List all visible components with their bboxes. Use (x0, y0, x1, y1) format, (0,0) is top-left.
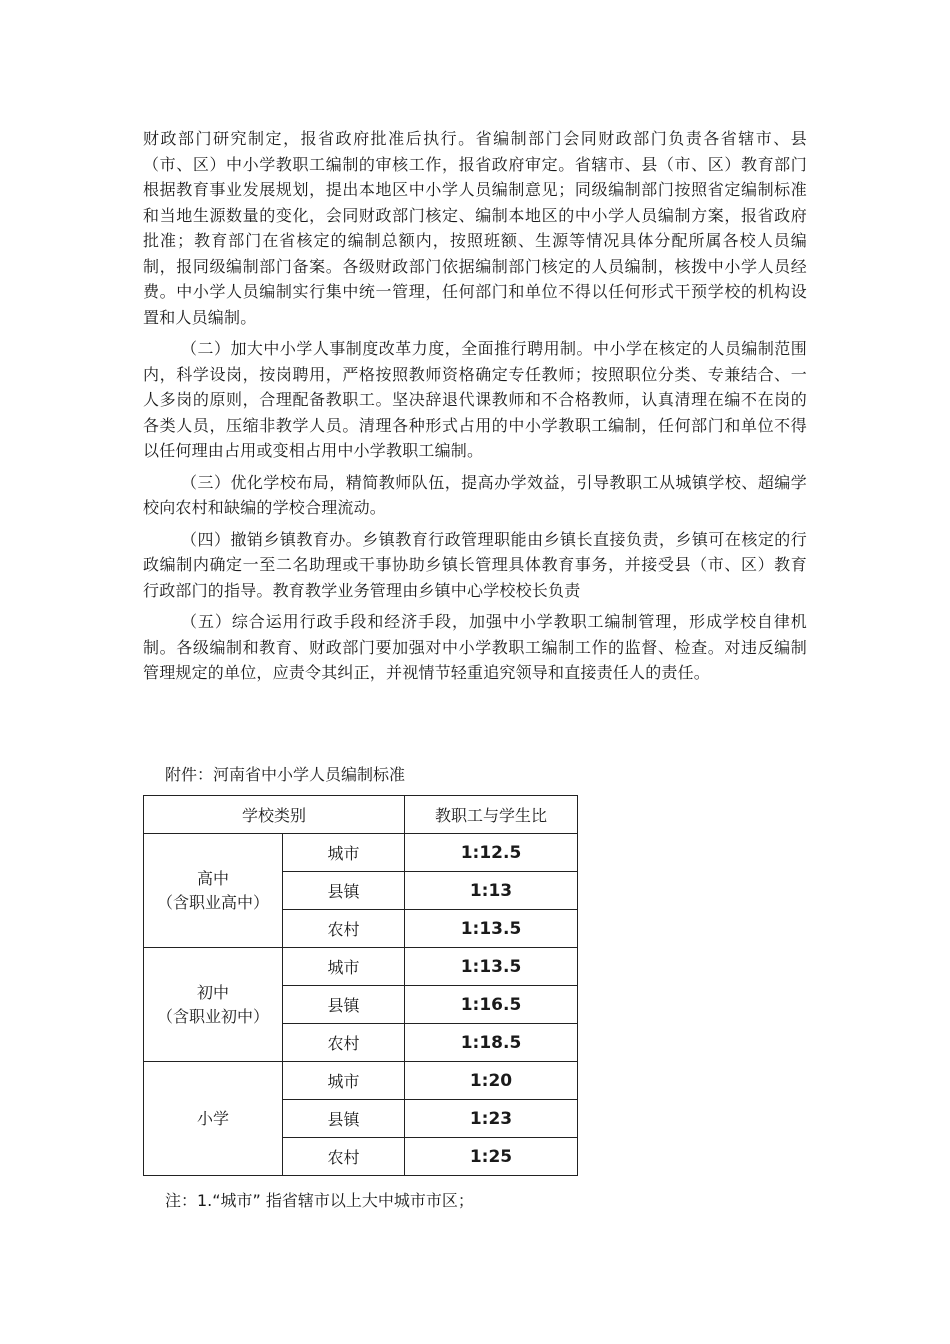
ratio-cell: 1:13.5 (405, 948, 578, 986)
ratio-cell: 1:13.5 (405, 910, 578, 948)
paragraph-5: （五）综合运用行政手段和经济手段，加强中小学教职工编制管理，形成学校自律机制。各级编制和教育、财政部门要加强对中小学教职工编制工作的监督、检查。对违反编制管理规定的单位，应责令其纠正，并视情节轻重追究领导和直接责任人的责任。 (143, 612, 807, 682)
table-row (144, 1062, 578, 1100)
category-primary-school (144, 1062, 283, 1176)
table-row (144, 834, 578, 872)
category-subname: （含职业高中） (156, 892, 269, 912)
header-staff-student-ratio: 教职工与学生比 (405, 796, 578, 834)
document-body (143, 126, 807, 692)
category-name: 高中 (196, 868, 229, 888)
area-cell: 县镇 (283, 1100, 405, 1138)
table-note: 注：1.“城市” 指省辖市以上大中城市市区； (165, 1191, 474, 1210)
area-cell: 县镇 (283, 986, 405, 1024)
attachment-title: 附件：河南省中小学人员编制标准 (165, 765, 406, 784)
area-cell: 农村 (283, 1138, 405, 1176)
category-name: 小学 (196, 1108, 229, 1128)
category-subname: （含职业初中） (156, 1006, 269, 1026)
header-school-category: 学校类别 (144, 796, 405, 834)
category-middle-school (144, 948, 283, 1062)
area-cell: 农村 (283, 1024, 405, 1062)
area-cell: 城市 (283, 834, 405, 872)
category-high-school (144, 834, 283, 948)
ratio-cell: 1:20 (405, 1062, 578, 1100)
table-header-row (144, 796, 578, 834)
table-row (144, 948, 578, 986)
ratio-cell: 1:16.5 (405, 986, 578, 1024)
paragraph-4: （四）撤销乡镇教育办。乡镇教育行政管理职能由乡镇长直接负责，乡镇可在核定的行政编制内确定一至二名助理或干事协助乡镇长管理具体教育事务，并接受县（市、区）教育行政部门的指导。教育教学业务管理由乡镇中心学校校长负责 (143, 529, 807, 600)
ratio-cell: 1:12.5 (405, 834, 578, 872)
paragraph-1: 财政部门研究制定，报省政府批准后执行。省编制部门会同财政部门负责各省辖市、县（市、区）中小学教职工编制的审核工作，报省政府审定。省辖市、县（市、区）教育部门根据教育事业发展规划，提出本地区中小学人员编制意见；同级编制部门按照省定编制标准和当地生源数量的变化，会同财政部门核定、编制本地区的中小学人员编制方案，报省政府批准；教育部门在省核定的编制总额内，按照班额、生源等情况具体分配所属各校人员编制，报同级编制部门备案。各级财政部门依据编制部门核定的人员编制，核拨中小学人员经费。中小学人员编制实行集中统一管理，任何部门和单位不得以任何形式干预学校的机构设置和人员编制。 (143, 129, 807, 327)
area-cell: 县镇 (283, 872, 405, 910)
paragraph-2: （二）加大中小学人事制度改革力度，全面推行聘用制。中小学在核定的人员编制范围内，科学设岗，按岗聘用，严格按照教师资格确定专任教师；按照职位分类、专兼结合、一人多岗的原则，合理配备教职工。坚决辞退代课教师和不合格教师，认真清理在编不在岗的各类人员，压缩非教学人员。清理各种形式占用的中小学教职工编制，任何部门和单位不得以任何理由占用或变相占用中小学教职工编制。 (143, 339, 807, 460)
staffing-standard-table (143, 795, 578, 1176)
ratio-cell: 1:25 (405, 1138, 578, 1176)
ratio-cell: 1:23 (405, 1100, 578, 1138)
area-cell: 农村 (283, 910, 405, 948)
area-cell: 城市 (283, 948, 405, 986)
paragraph-3: （三）优化学校布局，精简教师队伍，提高办学效益，引导教职工从城镇学校、超编学校向农村和缺编的学校合理流动。 (143, 472, 807, 517)
category-name: 初中 (196, 982, 229, 1002)
area-cell: 城市 (283, 1062, 405, 1100)
ratio-cell: 1:18.5 (405, 1024, 578, 1062)
ratio-cell: 1:13 (405, 872, 578, 910)
